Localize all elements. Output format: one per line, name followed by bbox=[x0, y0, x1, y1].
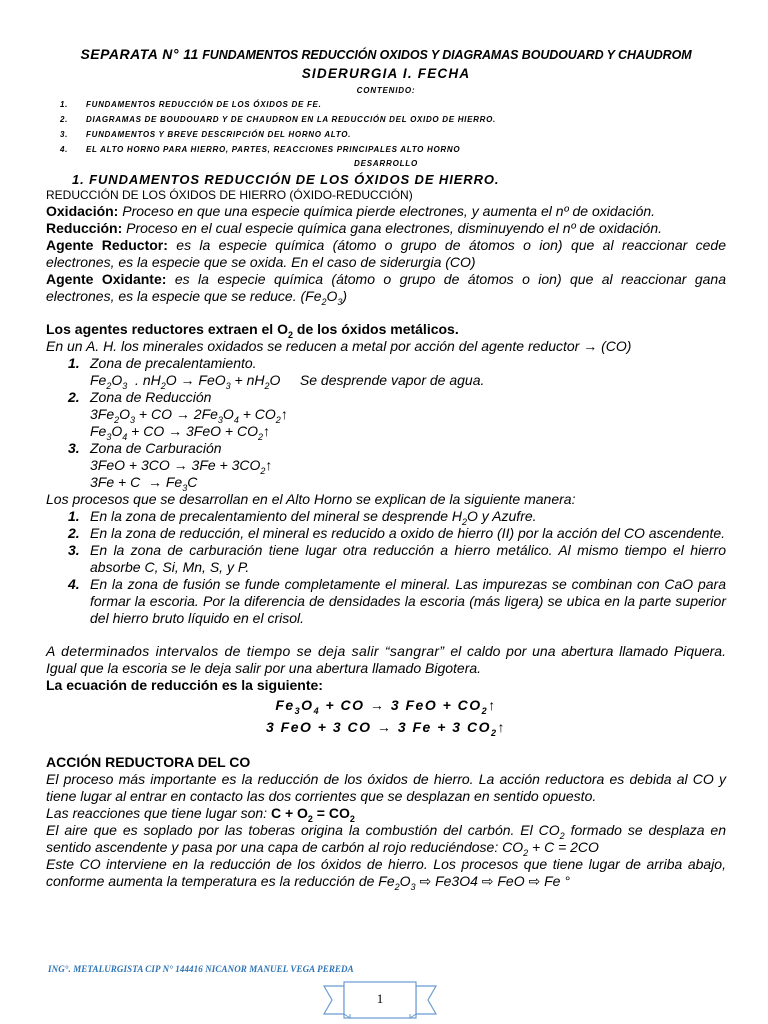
definition-agente-oxidante: Agente Oxidante: es la especie química (átomo o grupo de átomos o ion) que al reaccionar gana electrones, es la especie que se reduce. $(Fe_2O_3)$ bbox=[46, 271, 726, 307]
toc-item: 4. EL ALTO HORNO PARA HIERRO, PARTES, REACCIONES PRINCIPALES ALTO HORNO bbox=[60, 145, 461, 154]
title-prefix: SEPARATA N° 11 bbox=[80, 46, 199, 62]
equation-1: $Fe_3O_4$ + CO → 3 FeO + $CO_2↑$ bbox=[275, 697, 497, 716]
toc-item: 3. FUNDAMENTOS Y BREVE DESCRIPCIÓN DEL HORNO ALTO. bbox=[60, 130, 352, 139]
accion-heading: ACCIÓN REDUCTORA DEL CO bbox=[46, 754, 251, 770]
list-item: 4. En la zona de fusión se funde completamente el mineral. Las impurezas se combinan con CaO para formar la escoria. Por la diferencia de densidades la escoria (más ligera) se ubica en la parte superior del hierro bruto líquido en el crisol. bbox=[68, 576, 726, 626]
procesos-list bbox=[68, 508, 726, 627]
list-item: 2. Zona de Reducción bbox=[68, 389, 212, 405]
agentes-intro: En un A. H. los minerales oxidados se reducen a metal por acción del agente reductor → (CO) bbox=[46, 338, 632, 354]
document-title bbox=[46, 46, 726, 62]
equation-2: 3 FeO + 3 CO → 3 Fe + 3 $CO_2↑$ bbox=[266, 719, 506, 738]
list-item: 3. Zona de Carburación bbox=[68, 440, 222, 456]
zones-list bbox=[68, 389, 726, 406]
accion-paragraph-2: Las reacciones que tiene lugar son: $C + O_2 = CO_2$ bbox=[46, 805, 355, 824]
page-number: 1 bbox=[376, 991, 384, 1006]
list-item: 3. En la zona de carburación tiene lugar otra reducción a hierro metálico. Al mismo tiempo el hierro absorbe C, Si, Mn, S, y P. bbox=[68, 542, 726, 575]
procesos-intro: Los procesos que se desarrollan en el Alto Horno se explican de la siguiente manera: bbox=[46, 491, 576, 507]
definition-oxidacion: Oxidación: Proceso en que una especie química pierde electrones, y aumenta el nº de oxidación. bbox=[46, 203, 656, 219]
document-page bbox=[46, 46, 726, 890]
section-1-subtitle: REDUCCIÓN DE LOS ÓXIDOS DE HIERRO (ÓXIDO-REDUCCIÓN) bbox=[46, 188, 413, 202]
agentes-heading: Los agentes reductores extraen el $O_2$ de los óxidos metálicos. bbox=[46, 321, 459, 340]
document-subtitle: SIDERURGIA I. FECHA bbox=[301, 66, 471, 81]
accion-paragraph-3: El aire que es soplado por las toberas origina la combustión del carbón. El $CO_2$ formado se desplaza en sentido ascendente y pasa por una capa de carbón al rojo reduciéndose: $CO_2 + C = 2CO$ bbox=[46, 822, 726, 858]
page-number-box bbox=[320, 980, 440, 1020]
title-rest: FUNDAMENTOS REDUCCIÓN OXIDOS Y DIAGRAMAS BOUDOUARD Y CHAUDROM bbox=[198, 48, 692, 62]
sangrar-paragraph: A determinados intervalos de tiempo se deja salir “sangrar” el caldo por una abertura llamado Piquera. Igual que la escoria se le deja salir por una abertura llamado Bigotera. bbox=[46, 643, 726, 676]
footer-author: ING°. METALURGISTA CIP N° 144416 NICANOR MANUEL VEGA PEREDA bbox=[48, 964, 354, 974]
list-item: 1. Zona de precalentamiento. bbox=[68, 355, 257, 371]
zone-1-formula: $Fe_2O_3$ . $nH_2O \to FeO_3 + nH_2O$ Se desprende vapor de agua. bbox=[90, 372, 485, 391]
toc-item: 1. FUNDAMENTOS REDUCCIÓN DE LOS ÓXIDOS DE FE. bbox=[60, 100, 322, 109]
contents-heading: CONTENIDO: bbox=[356, 86, 416, 95]
zones-list bbox=[68, 355, 726, 372]
definition-reduccion: Reducción: Proceso en el cual especie química gana electrones, disminuyendo el nº de oxidación. bbox=[46, 220, 663, 236]
list-item: 2. En la zona de reducción, el mineral es reducido a oxido de hierro (II) por la acción del CO ascendente. bbox=[68, 525, 726, 541]
definition-agente-reductor: Agente Reductor: es la especie química (átomo o grupo de átomos o ion) que al reaccionar cede electrones, es la especie que se oxida. En el caso de siderurgia (CO) bbox=[46, 237, 726, 270]
accion-paragraph-1: El proceso más importante es la reducción de los óxidos de hierro. La acción reductora es debida al CO y tiene lugar al entrar en contacto las dos corrientes que se desplazan en sentido opuesto. bbox=[46, 771, 726, 804]
reaction-c-o2: $C + O_2 = CO_2$ bbox=[270, 805, 355, 824]
zone-2-formula-1: $3Fe_2O_3$ + CO → $2Fe_3O_4$ + $CO_2↑$ bbox=[90, 406, 288, 425]
zone-3-formula-1: $3FeO + 3CO \to 3Fe + 3CO_2↑$ bbox=[90, 457, 273, 476]
zones-list bbox=[68, 440, 726, 457]
ecuacion-heading: La ecuación de reducción es la siguiente: bbox=[46, 677, 323, 693]
table-of-contents bbox=[46, 97, 726, 157]
section-1-title: 1. FUNDAMENTOS REDUCCIÓN DE LOS ÓXIDOS DE HIERRO. bbox=[72, 172, 500, 187]
accion-paragraph-4: Este CO interviene en la reducción de los óxidos de hierro. Los procesos que tiene lugar de arriba abajo, conforme aumenta la temperatura es la reducción de $Fe_2O_3$ ⇨ Fe3O4 ⇨ FeO ⇨ Fe ° bbox=[46, 856, 726, 892]
zone-3-formula-2: $3Fe + C \to Fe_3C$ bbox=[90, 474, 198, 493]
zone-2-formula-2: $Fe_3O_4$ + CO → $3FeO + CO_2↑$ bbox=[90, 423, 270, 442]
toc-item: 2. DIAGRAMAS DE BOUDOUARD Y DE CHAUDRON EN LA REDUCCIÓN DEL OXIDO DE HIERRO. bbox=[60, 115, 496, 124]
list-item: 1. En la zona de precalentamiento del mineral se desprende $H_2O$ y Azufre. bbox=[68, 508, 537, 527]
development-heading: DESARROLLO bbox=[354, 159, 418, 168]
